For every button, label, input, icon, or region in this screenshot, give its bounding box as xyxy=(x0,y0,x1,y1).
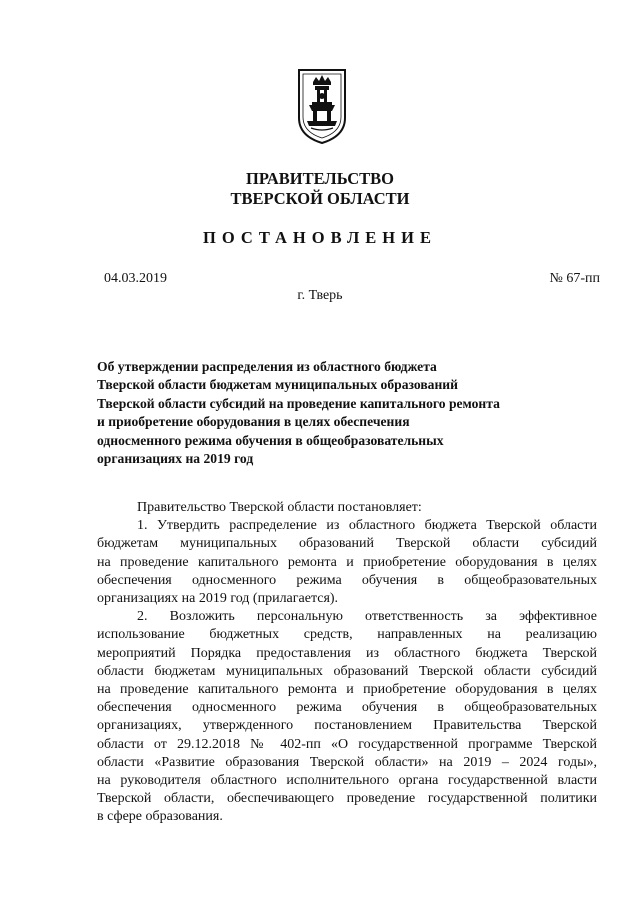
decree-number: № 67-пп xyxy=(549,271,600,286)
paragraph-1 xyxy=(97,517,597,608)
paragraph-line: на руководителя областного исполнительного органа государственной власти xyxy=(97,773,597,789)
government-name-line-1: ПРАВИТЕЛЬСТВО xyxy=(246,169,394,188)
government-name-line-2: ТВЕРСКОЙ ОБЛАСТИ xyxy=(230,189,410,208)
paragraph-line: обеспечения односменного режима обучения в общеобразовательных xyxy=(97,700,597,716)
decree-city: г. Тверь xyxy=(297,288,343,303)
intro-line: Правительство Тверской области постановляет: xyxy=(137,500,422,515)
paragraph-line: организациях на 2019 год (прилагается). xyxy=(97,591,339,607)
title-line: и приобретение оборудования в целях обеспечения xyxy=(97,414,410,430)
document-type-heading: ПОСТАНОВЛЕНИЕ xyxy=(203,228,437,247)
paragraph-line: использование бюджетных средств, направленных на реализацию xyxy=(97,627,597,643)
paragraph-line: 1. Утвердить распределение из областного бюджета Тверской области xyxy=(137,518,597,534)
paragraph-line: мероприятий Порядка предоставления из областного бюджета Тверской xyxy=(97,645,597,661)
decree-body xyxy=(97,499,597,827)
paragraph-line: организациях, утвержденного постановлением Правительства Тверской xyxy=(97,718,597,734)
paragraph-line: области бюджетам муниципальных образований Тверской области субсидий xyxy=(97,663,597,679)
title-line: Тверской области субсидий на проведение капитального ремонта xyxy=(97,395,500,411)
title-line: Тверской области бюджетам муниципальных образований xyxy=(97,377,458,393)
paragraph-line: области от 29.12.2018 № 402-пп «О государственной программе Тверской xyxy=(97,736,597,752)
paragraph-2 xyxy=(97,608,597,826)
paragraph-line: бюджетам муниципальных образований Тверской области субсидий xyxy=(97,536,597,552)
paragraph-line: 2. Возложить персональную ответственность за эффективное xyxy=(137,609,597,625)
paragraph-line: на проведение капитального ремонта и приобретение оборудования в целях xyxy=(97,682,597,698)
paragraph-line: области «Развитие образования Тверской области» на 2019 – 2024 годы», xyxy=(97,754,597,770)
title-line: организациях на 2019 год xyxy=(97,451,254,467)
paragraph-line: Тверской области, обеспечивающего проведение государственной политики xyxy=(97,791,597,807)
document-title xyxy=(97,358,567,468)
paragraph-line: обеспечения односменного режима обучения в общеобразовательных xyxy=(97,572,597,588)
title-line: Об утверждении распределения из областного бюджета xyxy=(97,359,437,374)
decree-date: 04.03.2019 xyxy=(104,271,167,286)
paragraph-line: на проведение капитального ремонта и приобретение оборудования в целях xyxy=(97,554,597,570)
paragraph-line: в сфере образования. xyxy=(97,809,223,825)
title-line: односменного режима обучения в общеобразовательных xyxy=(97,432,444,448)
tver-coat-of-arms-icon xyxy=(295,66,349,146)
